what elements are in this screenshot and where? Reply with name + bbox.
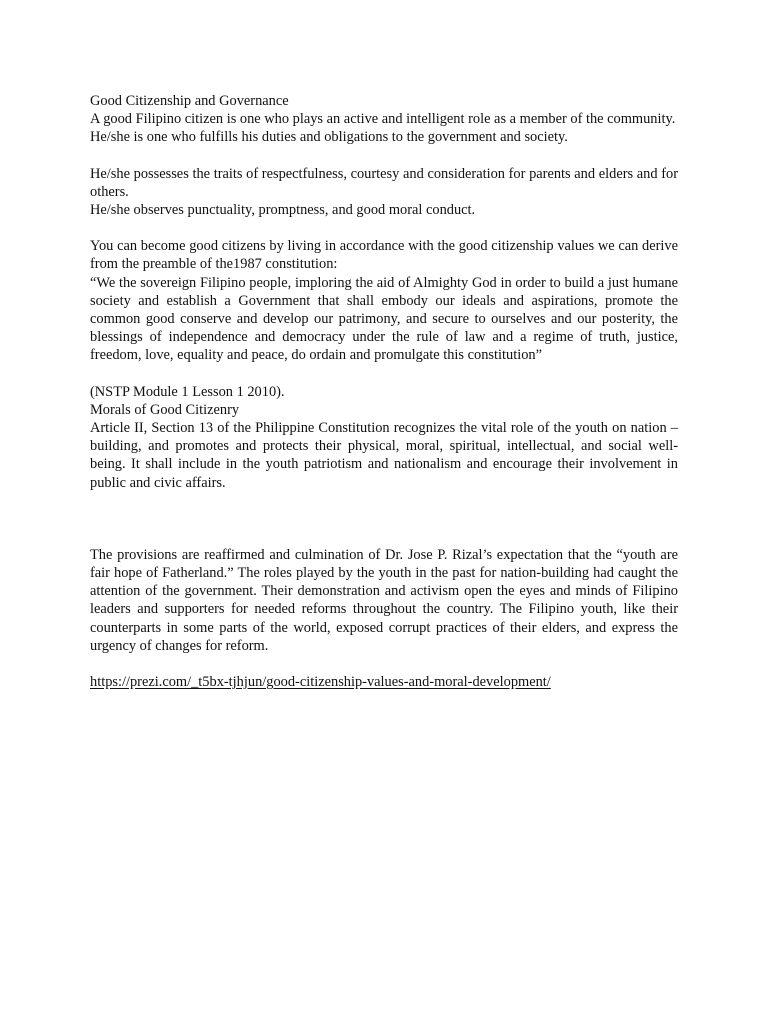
reference-line bbox=[90, 673, 678, 691]
document-title: Good Citizenship and Governance bbox=[90, 93, 289, 109]
paragraph-traits: He/she possesses the traits of respectfulness, courtesy and consideration for parents and elders and for others. bbox=[90, 165, 678, 200]
paragraph-spacer bbox=[90, 365, 678, 383]
preamble-quote: “We the sovereign Filipino people, imploring the aid of Almighty God in order to build a just humane society and establish a Government that shall embody our ideals and aspirations, promote the common good conserve and develop our patrimony, and secure to ourselves and our posterity, the blessings of independence and democracy under the rule of law and a regime of truth, justice, freedom, love, equality and peace, do ordain and promulgate this constitution” bbox=[90, 274, 678, 364]
paragraph-spacer bbox=[90, 147, 678, 165]
paragraph-preamble-intro: You can become good citizens by living in accordance with the good citizenship values we can derive from the preamble of the1987 constitution: bbox=[90, 238, 678, 273]
paragraph-spacer bbox=[90, 655, 678, 673]
paragraph-good-citizen: A good Filipino citizen is one who plays an active and intelligent role as a member of the community. bbox=[90, 111, 676, 128]
reference-link[interactable]: https://prezi.com/_t5bx-tjhjun/good-citizenship-values-and-moral-development/ bbox=[90, 674, 551, 691]
section-subtitle: Morals of Good Citizenry bbox=[90, 401, 240, 418]
paragraph-article-ii: Article II, Section 13 of the Philippine Constitution recognizes the vital role of the youth on nation –building, and promotes and protects their physical, moral, spiritual, intellectual, and social well-being. It shall include in the youth patriotism and nationalism and encourage their involvement in public and civic affairs. bbox=[90, 420, 678, 491]
paragraph-conduct: He/she observes punctuality, promptness, and good moral conduct. bbox=[90, 202, 476, 219]
document-page bbox=[90, 92, 678, 691]
paragraph-rizal: The provisions are reaffirmed and culmination of Dr. Jose P. Rizal’s expectation that the “youth are fair hope of Fatherland.” The roles played by the youth in the past for nation-building had caught the attention of the government. Their demonstration and activism open the eyes and minds of Filipino leaders and supporters for needed reforms throughout the country. The Filipino youth, like their counterparts in some parts of the world, exposed corrupt practices of their elders, and express the urgency of changes for reform. bbox=[90, 546, 678, 654]
paragraph-duties: He/she is one who fulfills his duties and obligations to the government and society. bbox=[90, 129, 568, 146]
paragraph-spacer bbox=[90, 219, 678, 237]
citation: (NSTP Module 1 Lesson 1 2010). bbox=[90, 383, 285, 400]
paragraph-spacer bbox=[90, 492, 678, 546]
